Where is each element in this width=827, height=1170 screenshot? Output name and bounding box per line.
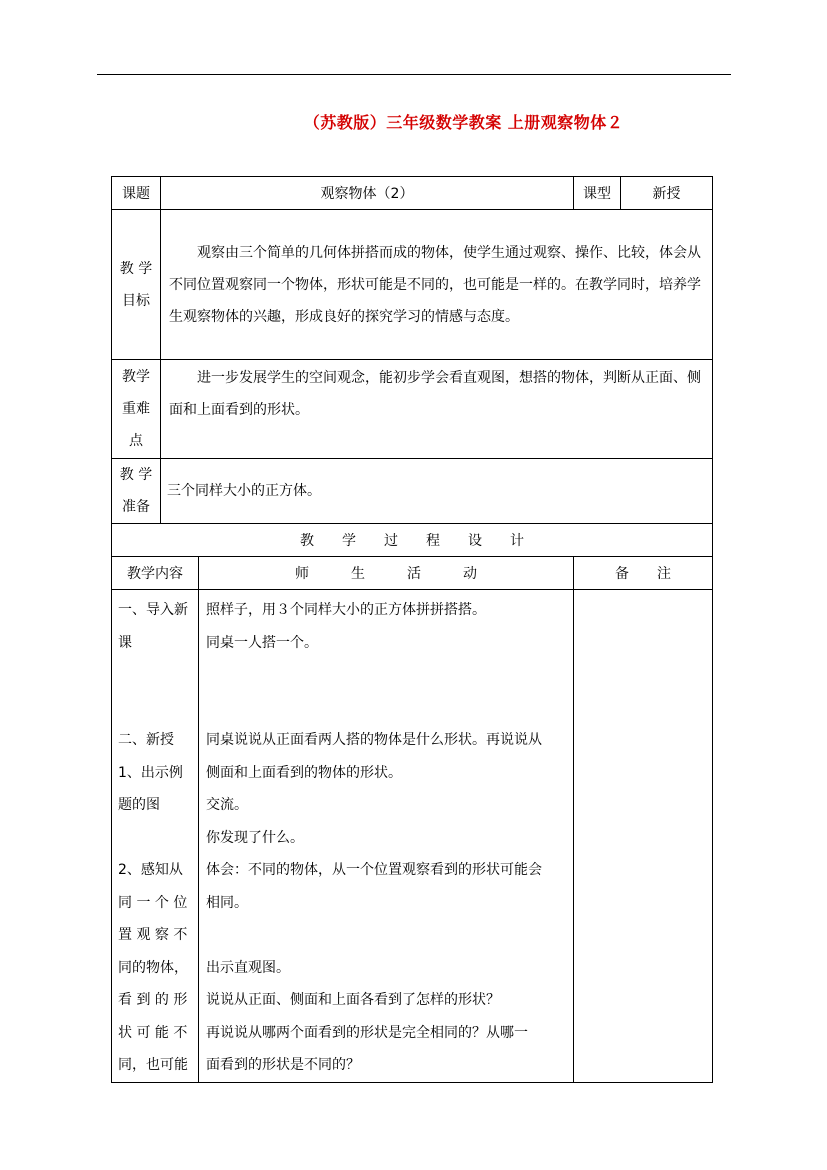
activity-line bbox=[206, 919, 567, 952]
activity-line: 面看到的形状是不同的？ bbox=[206, 1057, 360, 1073]
activity-line: 说说从正面、侧面和上面各看到了怎样的形状？ bbox=[206, 992, 500, 1008]
activity-line: 交流。 bbox=[206, 797, 248, 813]
key-points-label-line2: 重难 bbox=[122, 401, 150, 417]
activity-line: 体会：不同的物体，从一个位置观察看到的形状可能会 bbox=[206, 862, 542, 878]
content-line: 看 到 的 形 bbox=[118, 992, 188, 1008]
activity-line: 再说说从哪两个面看到的形状是完全相同的？从哪一 bbox=[206, 1024, 528, 1041]
activity-line bbox=[206, 692, 567, 725]
key-points-label bbox=[112, 360, 161, 459]
preparation-label-line2: 准备 bbox=[122, 499, 150, 515]
content-line: 同，也可能 bbox=[118, 1057, 188, 1073]
header-rule bbox=[97, 74, 731, 75]
key-points-label-line3: 点 bbox=[129, 433, 143, 449]
content-line: 二、新授 bbox=[118, 732, 174, 748]
content-line: 1、出示例 bbox=[118, 764, 183, 781]
lesson-plan-table bbox=[111, 176, 713, 1083]
activity-line: 同桌说说从正面看两人搭的物体是什么形状。再说说从 bbox=[206, 732, 542, 748]
activity-line: 你发现了什么。 bbox=[206, 829, 304, 846]
process-design-header: 教 学 过 程 设 计 bbox=[112, 524, 713, 557]
document-title: （苏教版）三年级数学教案 上册观察物体２ bbox=[303, 113, 624, 132]
content-line bbox=[118, 659, 193, 692]
content-line: 同的物体， bbox=[118, 959, 188, 976]
type-label: 课型 bbox=[574, 177, 621, 210]
content-line: 一、导入新 bbox=[118, 602, 188, 618]
activity-line: 照样子，用３个同样大小的正方体拼拼搭搭。 bbox=[206, 602, 486, 618]
preparation-label-line1: 教 学 bbox=[119, 467, 153, 483]
content-line: 题的图 bbox=[118, 797, 160, 813]
key-points-text-cell bbox=[161, 360, 713, 459]
notes-column bbox=[574, 590, 713, 1083]
topic-label: 课题 bbox=[112, 177, 161, 210]
activity-line: 侧面和上面看到的物体的形状。 bbox=[206, 764, 402, 781]
content-line bbox=[118, 822, 193, 855]
key-points-text: 进一步发展学生的空间观念，能初步学会看直观图，想搭的物体，判断从正面、侧面和上面看到的形状。 bbox=[169, 370, 701, 418]
goals-text: 观察由三个简单的几何体拼搭而成的物体，使学生通过观察、操作、比较，体会从不同位置观察同一个物体，形状可能是不同的，也可能是一样的。在教学同时，培养学生观察物体的兴趣，形成良好的探究学习的情感与态度。 bbox=[169, 244, 701, 325]
goals-label-line2: 目标 bbox=[122, 292, 150, 309]
preparation-label bbox=[112, 459, 161, 524]
goals-label-line1: 教 学 bbox=[119, 260, 153, 277]
topic-value: 观察物体（2） bbox=[161, 177, 574, 210]
content-line: 课 bbox=[118, 634, 132, 651]
column-header-activities: 师 生 活 动 bbox=[199, 557, 574, 590]
content-line: 同 一 个 位 bbox=[118, 894, 188, 911]
content-line: 状 可 能 不 bbox=[118, 1024, 188, 1041]
content-line: 置 观 察 不 bbox=[118, 927, 188, 943]
activity-line: 同桌一人搭一个。 bbox=[206, 634, 318, 651]
column-header-notes: 备 注 bbox=[574, 557, 713, 590]
preparation-text-cell bbox=[161, 459, 713, 524]
activity-line: 出示直观图。 bbox=[206, 959, 290, 976]
type-value: 新授 bbox=[621, 177, 713, 210]
activity-column bbox=[199, 590, 574, 1083]
key-points-label-line1: 教学 bbox=[122, 369, 150, 385]
preparation-text: 三个同样大小的正方体。 bbox=[167, 483, 321, 499]
goals-text-cell bbox=[161, 210, 713, 360]
column-header-content: 教学内容 bbox=[112, 557, 199, 590]
content-line bbox=[118, 692, 193, 725]
goals-label bbox=[112, 210, 161, 360]
activity-line: 相同。 bbox=[206, 894, 248, 911]
activity-line bbox=[206, 659, 567, 692]
content-column bbox=[112, 590, 199, 1083]
content-line: 2、感知从 bbox=[118, 862, 183, 878]
